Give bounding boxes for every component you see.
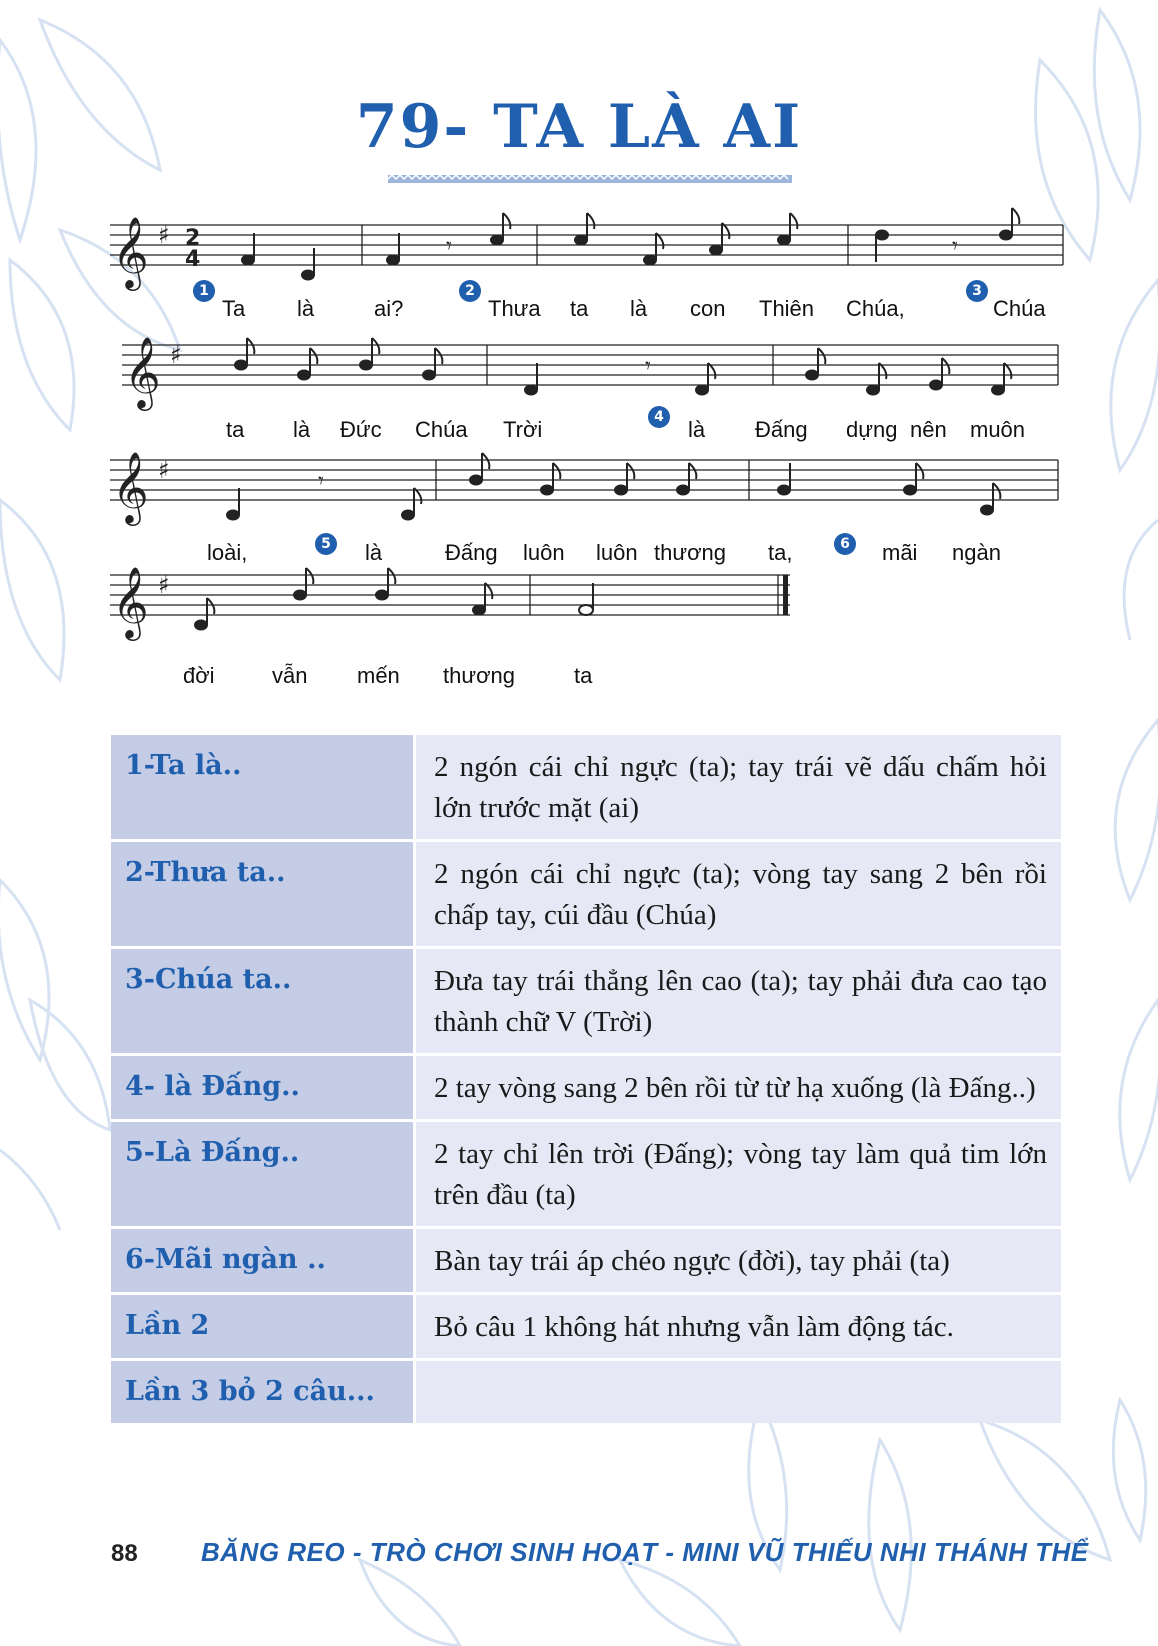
lyric-word: Chúa: [993, 296, 1046, 321]
row-label: Lần 3 bỏ 2 câu...: [111, 1361, 413, 1423]
lyric-word: ngàn: [952, 540, 1001, 565]
song-title: 79- TA LÀ AI: [355, 92, 803, 162]
lyric-word: loài,: [207, 540, 248, 565]
page-number: 88: [111, 1540, 138, 1567]
sheet-music: [0, 195, 1158, 705]
table-row: [111, 949, 1061, 1053]
lyric-word: nên: [910, 417, 947, 442]
row-label: 1-Ta là..: [111, 735, 413, 839]
lyric-word: thương: [654, 540, 726, 565]
lyric-word: ta: [570, 296, 589, 321]
lyric-word: Thiên: [759, 296, 815, 321]
sharp-icon: ♯: [158, 456, 170, 484]
svg-text:𝄾: 𝄾: [645, 354, 651, 379]
lyric-word: Chúa: [415, 417, 468, 442]
sharp-icon: ♯: [158, 571, 170, 599]
lyric-word: ta: [226, 417, 245, 442]
lyric-word: là: [297, 296, 315, 321]
staff-2: [122, 345, 1058, 385]
lyric-word: dựng: [846, 417, 898, 442]
row-text: Đưa tay trái thẳng lên cao (ta); tay phải đưa cao tạo thành chữ V (Trời): [416, 949, 1061, 1053]
lyric-word: Đức: [340, 417, 382, 442]
svg-text:4: 4: [185, 247, 201, 272]
row-label: 2-Thưa ta..: [111, 842, 413, 946]
row-label: 5-Là Đấng..: [111, 1122, 413, 1226]
treble-clef-icon: 𝄞: [112, 450, 149, 523]
table-row: [111, 1056, 1061, 1119]
sharp-icon: ♯: [170, 341, 182, 369]
table-row: [111, 842, 1061, 946]
row-text: 2 tay vòng sang 2 bên rồi từ từ hạ xuống (là Đấng..): [416, 1056, 1061, 1119]
treble-clef-icon: 𝄞: [112, 215, 149, 288]
sharp-icon: ♯: [158, 221, 170, 249]
row-text: Bỏ câu 1 không hát nhưng vẫn làm động tác.: [416, 1295, 1061, 1358]
table-row: [111, 1122, 1061, 1226]
table-row: [111, 735, 1061, 839]
table-row: [111, 1229, 1061, 1292]
treble-clef-icon: 𝄞: [124, 335, 161, 408]
svg-text:𝄾: 𝄾: [446, 234, 452, 259]
title-decorative-underline: [388, 173, 792, 185]
lyric-word: luôn: [596, 540, 638, 565]
rests: [318, 234, 958, 494]
lyric-word: là: [688, 417, 706, 442]
svg-text:𝄾: 𝄾: [318, 469, 324, 494]
staff-4: [110, 575, 790, 615]
row-text: 2 ngón cái chỉ ngực (ta); tay trái vẽ dấu chấm hỏi lớn trước mặt (ai): [416, 735, 1061, 839]
lyric-word: Trời: [503, 417, 543, 442]
row-label: 3-Chúa ta..: [111, 949, 413, 1053]
lyric-word: mến: [357, 663, 400, 688]
table-row: [111, 1361, 1061, 1423]
lyric-word: Thưa: [488, 296, 541, 321]
row-text: Bàn tay trái áp chéo ngực (đời), tay phải (ta): [416, 1229, 1061, 1292]
row-label: Lần 2: [111, 1295, 413, 1358]
phrase-badge-4: 4: [648, 406, 670, 428]
row-text: 2 tay chỉ lên trời (Đấng); vòng tay làm quả tim lớn trên đầu (ta): [416, 1122, 1061, 1226]
gesture-instructions-table: [111, 735, 1061, 1426]
lyric-word: muôn: [970, 417, 1026, 442]
table-row: [111, 1295, 1061, 1358]
phrase-badge-5: 5: [315, 533, 337, 555]
phrase-badge-6: 6: [834, 533, 856, 555]
lyric-word: ai?: [374, 296, 404, 321]
row-label: 6-Mãi ngàn ..: [111, 1229, 413, 1292]
row-text: [416, 1361, 1061, 1423]
lyric-word: ta: [574, 663, 593, 688]
lyric-word: Đấng: [445, 540, 498, 565]
lyric-word: vẫn: [272, 663, 308, 688]
lyric-word: Ta: [222, 296, 246, 321]
time-signature: 2: [185, 226, 201, 251]
svg-text:𝄾: 𝄾: [952, 234, 958, 259]
book-title-footer: BĂNG REO - TRÒ CHƠI SINH HOẠT - MINI VŨ THIẾU NHI THÁNH THỂ: [201, 1537, 1089, 1567]
lyric-word: là: [365, 540, 383, 565]
phrase-badge-1: 1: [193, 280, 215, 302]
row-text: 2 ngón cái chỉ ngực (ta); vòng tay sang 2 bên rồi chấp tay, cúi đầu (Chúa): [416, 842, 1061, 946]
lyric-word: ta,: [768, 540, 793, 565]
lyric-word: luôn: [523, 540, 565, 565]
phrase-badge-3: 3: [966, 280, 988, 302]
lyric-word: là: [630, 296, 648, 321]
lyric-word: thương: [443, 663, 515, 688]
lyric-word: là: [293, 417, 311, 442]
row-label: 4- là Đấng..: [111, 1056, 413, 1119]
lyric-word: Chúa,: [846, 296, 905, 321]
lyric-word: Đấng: [755, 417, 808, 442]
lyric-word: đời: [183, 663, 215, 688]
phrase-badge-2: 2: [459, 280, 481, 302]
lyric-word: con: [690, 296, 726, 321]
lyric-word: mãi: [882, 540, 918, 565]
treble-clef-icon: 𝄞: [112, 565, 149, 638]
